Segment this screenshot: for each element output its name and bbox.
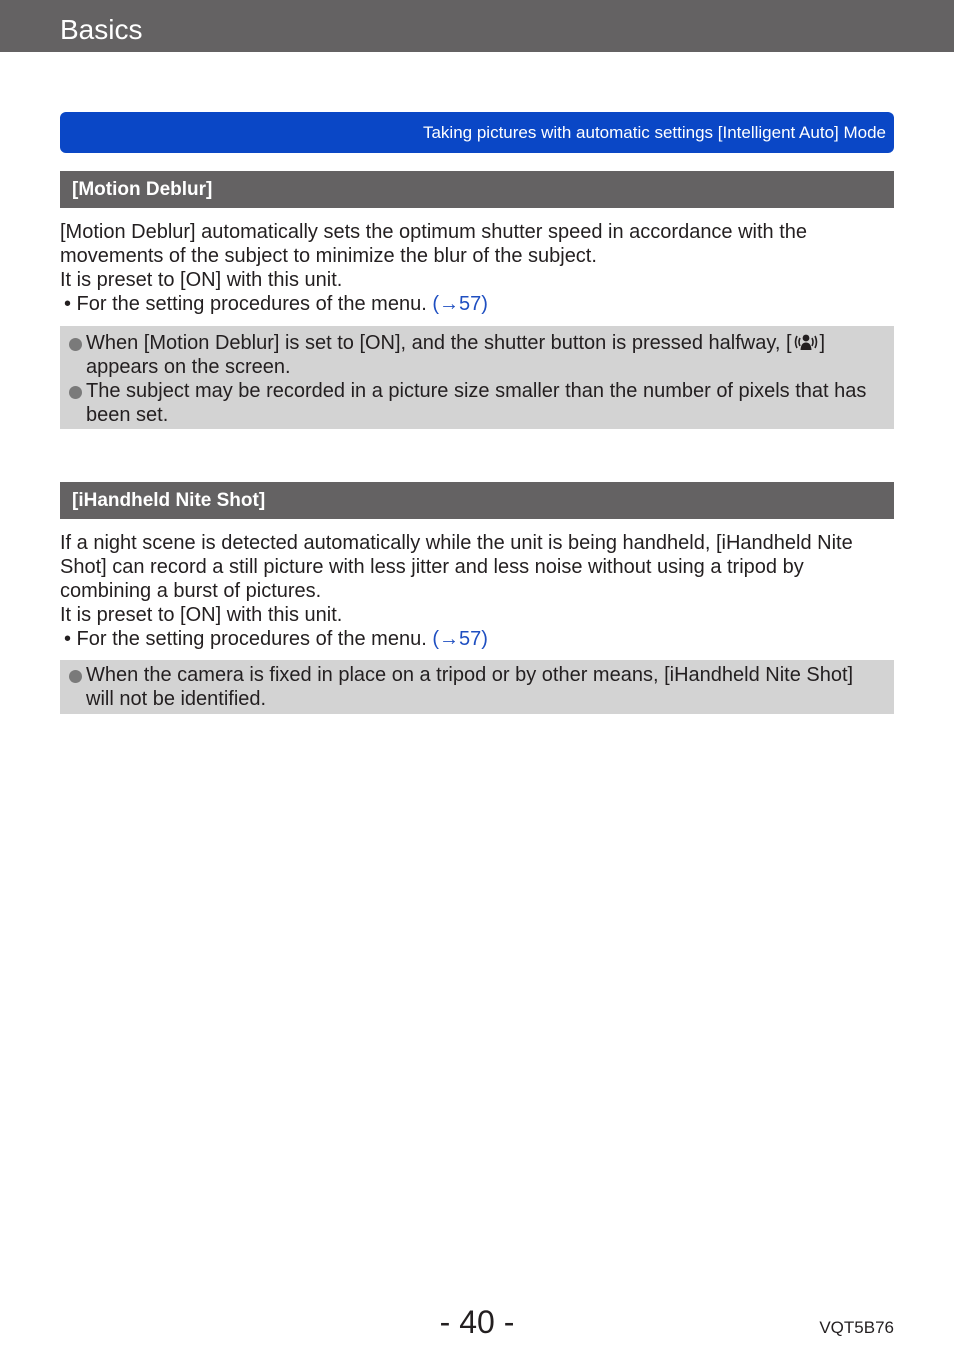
motion-deblur-icon (792, 332, 820, 352)
section-body-ihandheld-nite-shot (60, 531, 894, 651)
header-bar (0, 0, 954, 52)
note-text: When the camera is fixed in place on a tripod or by other means, [iHandheld Nite Shot] will not be identified. (86, 664, 854, 710)
note-item (60, 379, 894, 427)
page-link-57[interactable]: (→57) (432, 628, 488, 650)
section-body-motion-deblur (60, 220, 894, 316)
note-text: When [Motion Deblur] is set to [ON], and the shutter button is pressed halfway, [ (86, 332, 792, 354)
chapter-label: Taking pictures with automatic settings [Intelligent Auto] Mode (422, 123, 886, 142)
section-heading-text: [iHandheld Nite Shot] (72, 490, 266, 511)
section-heading-text: [Motion Deblur] (72, 179, 213, 200)
note-item (60, 663, 894, 711)
page-number: - 40 - (439, 1304, 515, 1340)
page-link-57[interactable]: (→57) (432, 293, 488, 315)
body-paragraph: If a night scene is detected automatically while the unit is being handheld, [iHandheld Nite Shot] can record a still picture with less jitter and less noise without using a tripod by combining a burst of pictures. (60, 532, 853, 602)
menu-reference (60, 627, 894, 651)
menu-reference (60, 292, 894, 316)
body-paragraph: [Motion Deblur] automatically sets the optimum shutter speed in accordance with the movements of the subject to minimize the blur of the subject. (60, 221, 808, 267)
document-code: VQT5B76 (819, 1318, 894, 1337)
bullet-dot-icon (69, 338, 82, 351)
menu-reference-text: • For the setting procedures of the menu. (64, 628, 433, 650)
note-text: ] appears on the screen. (86, 332, 826, 378)
section-heading-ihandheld-nite-shot (60, 482, 894, 519)
menu-reference-text: • For the setting procedures of the menu. (64, 293, 433, 315)
note-box-ihandheld-nite-shot (60, 660, 894, 714)
body-paragraph: It is preset to [ON] with this unit. (60, 604, 343, 626)
body-paragraph: It is preset to [ON] with this unit. (60, 269, 343, 291)
chapter-banner (60, 112, 894, 153)
bullet-dot-icon (69, 670, 82, 683)
note-box-motion-deblur (60, 326, 894, 429)
note-text: The subject may be recorded in a picture size smaller than the number of pixels that has been set. (86, 380, 867, 426)
section-heading-motion-deblur (60, 171, 894, 208)
bullet-dot-icon (69, 386, 82, 399)
note-item (60, 331, 894, 379)
section-title: Basics (60, 14, 143, 45)
